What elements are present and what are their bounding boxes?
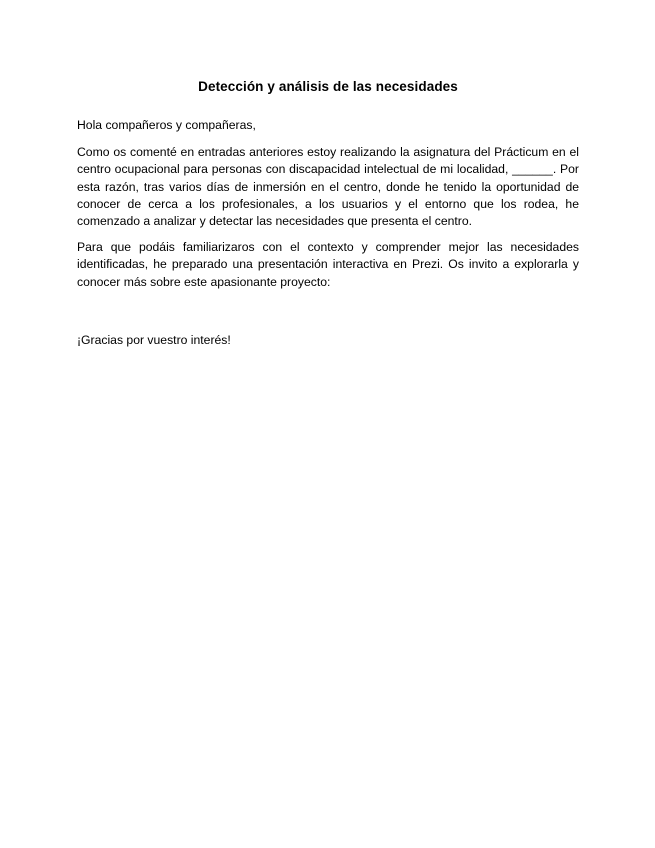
document-body [77,78,579,358]
closing-paragraph: ¡Gracias por vuestro interés! [77,332,231,347]
document-title: Detección y análisis de las necesidades [198,79,458,94]
greeting-paragraph: Hola compañeros y compañeras, [77,118,256,132]
embed-placeholder-space [77,300,579,332]
presentation-paragraph: Para que podáis familiarizaros con el contexto y comprender mejor las necesidades identificadas, he preparado una presentación interactiva en Prezi. Os invito a explorarla y conocer más sobre este apasionante proyecto: [77,240,579,289]
context-paragraph: Como os comenté en entradas anteriores estoy realizando la asignatura del Prácticum en el centro ocupacional para personas con discapacidad intelectual de mi localidad, ______. Por esta razón, tras varios días de inmersión en el centro, donde he tenido la oportunidad de conocer de cerca a los profesionales, a los usuarios y el entorno que los rodea, he comenzado a analizar y detectar las necesidades que presenta el centro. [77,145,579,229]
